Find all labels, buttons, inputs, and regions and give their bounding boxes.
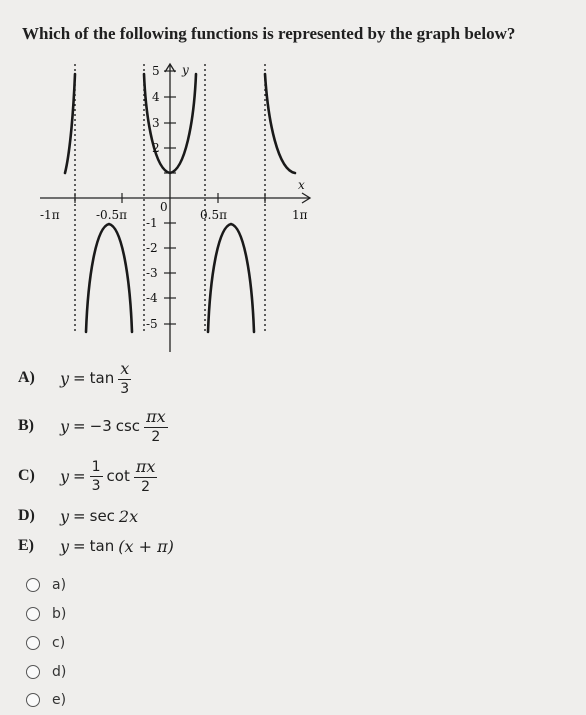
choice-label: d): [52, 664, 67, 680]
choice-d[interactable]: [26, 664, 66, 680]
option-letter: D): [18, 507, 35, 524]
formula-fraction: [134, 456, 158, 495]
radio-button[interactable]: [26, 578, 40, 592]
fraction-denominator: 2: [151, 428, 161, 445]
formula-func: tan: [89, 369, 115, 387]
coefficient-fraction: [90, 460, 103, 493]
curve-right-upper: [265, 74, 295, 173]
formula-func: csc: [115, 417, 141, 435]
option-formula: [60, 358, 131, 397]
option-formula: [60, 406, 168, 445]
y-tick-label: 5: [152, 64, 160, 78]
formula-fraction: [118, 358, 131, 397]
formula-func: cot: [106, 467, 130, 485]
option-letter: C): [18, 467, 35, 484]
x-tick-label: 0.5π: [200, 208, 227, 222]
choice-c[interactable]: [26, 635, 65, 651]
formula-lhs: y: [60, 368, 70, 388]
origin-label: 0: [160, 200, 168, 214]
radio-button[interactable]: [26, 665, 40, 679]
formula-lhs: y: [60, 416, 70, 436]
formula-equals: =: [73, 507, 86, 525]
option-c: [18, 458, 157, 494]
choice-b[interactable]: [26, 606, 66, 622]
formula-fraction: [144, 406, 168, 445]
choice-a[interactable]: [26, 577, 66, 593]
option-b: [18, 408, 168, 444]
formula-coefficient: −3: [89, 417, 112, 435]
fraction-numerator: 1: [91, 458, 101, 475]
radio-button[interactable]: [26, 693, 40, 707]
fraction-numerator: πx: [146, 406, 166, 426]
formula-lhs: y: [60, 506, 70, 526]
y-tick-label: -5: [146, 317, 158, 331]
fraction-denominator: 2: [141, 478, 151, 495]
curve-right-lower: [208, 224, 254, 332]
option-formula: [60, 456, 157, 495]
fraction-numerator: πx: [135, 456, 156, 476]
y-tick-label: -3: [146, 266, 158, 280]
formula-equals: =: [73, 467, 86, 485]
fraction-denominator: 3: [91, 477, 101, 494]
radio-button[interactable]: [26, 636, 40, 650]
formula-func: tan: [89, 537, 115, 555]
choice-label: c): [52, 635, 66, 651]
formula-func: sec: [89, 507, 115, 525]
choice-label: a): [52, 577, 67, 593]
formula-argument: (x + π): [118, 536, 174, 556]
formula-argument: 2x: [118, 506, 139, 526]
y-tick-label: 4: [152, 90, 160, 104]
formula-equals: =: [73, 537, 86, 555]
y-tick-label: -1: [146, 216, 158, 230]
y-tick-label: 2: [152, 141, 160, 155]
y-tick-label: -4: [146, 291, 158, 305]
option-letter: A): [18, 369, 35, 386]
choice-label: e): [52, 692, 67, 708]
curve-left-upper: [65, 74, 75, 173]
x-axis-label: x: [298, 178, 305, 192]
option-formula: [60, 507, 138, 526]
option-e: [18, 528, 174, 564]
formula-equals: =: [73, 417, 86, 435]
y-tick-label: -2: [146, 241, 158, 255]
function-graph: [40, 62, 330, 352]
radio-button[interactable]: [26, 607, 40, 621]
formula-equals: =: [73, 369, 86, 387]
option-formula: [60, 537, 174, 556]
choice-e[interactable]: [26, 692, 66, 708]
fraction-numerator: x: [120, 358, 130, 378]
x-tick-label: -1π: [40, 208, 60, 222]
x-tick-label: -0.5π: [96, 208, 128, 222]
choice-label: b): [52, 606, 67, 622]
x-tick-label: 1π: [292, 208, 308, 222]
option-letter: B): [18, 417, 34, 434]
fraction-denominator: 3: [120, 380, 130, 397]
formula-lhs: y: [60, 466, 70, 486]
option-a: [18, 360, 131, 396]
curve-left-lower: [86, 224, 132, 332]
y-tick-label: 3: [152, 116, 160, 130]
y-axis-label: y: [182, 63, 189, 77]
formula-lhs: y: [60, 536, 70, 556]
option-letter: E): [18, 537, 34, 554]
question-text: Which of the following functions is represented by the graph below?: [22, 24, 516, 43]
